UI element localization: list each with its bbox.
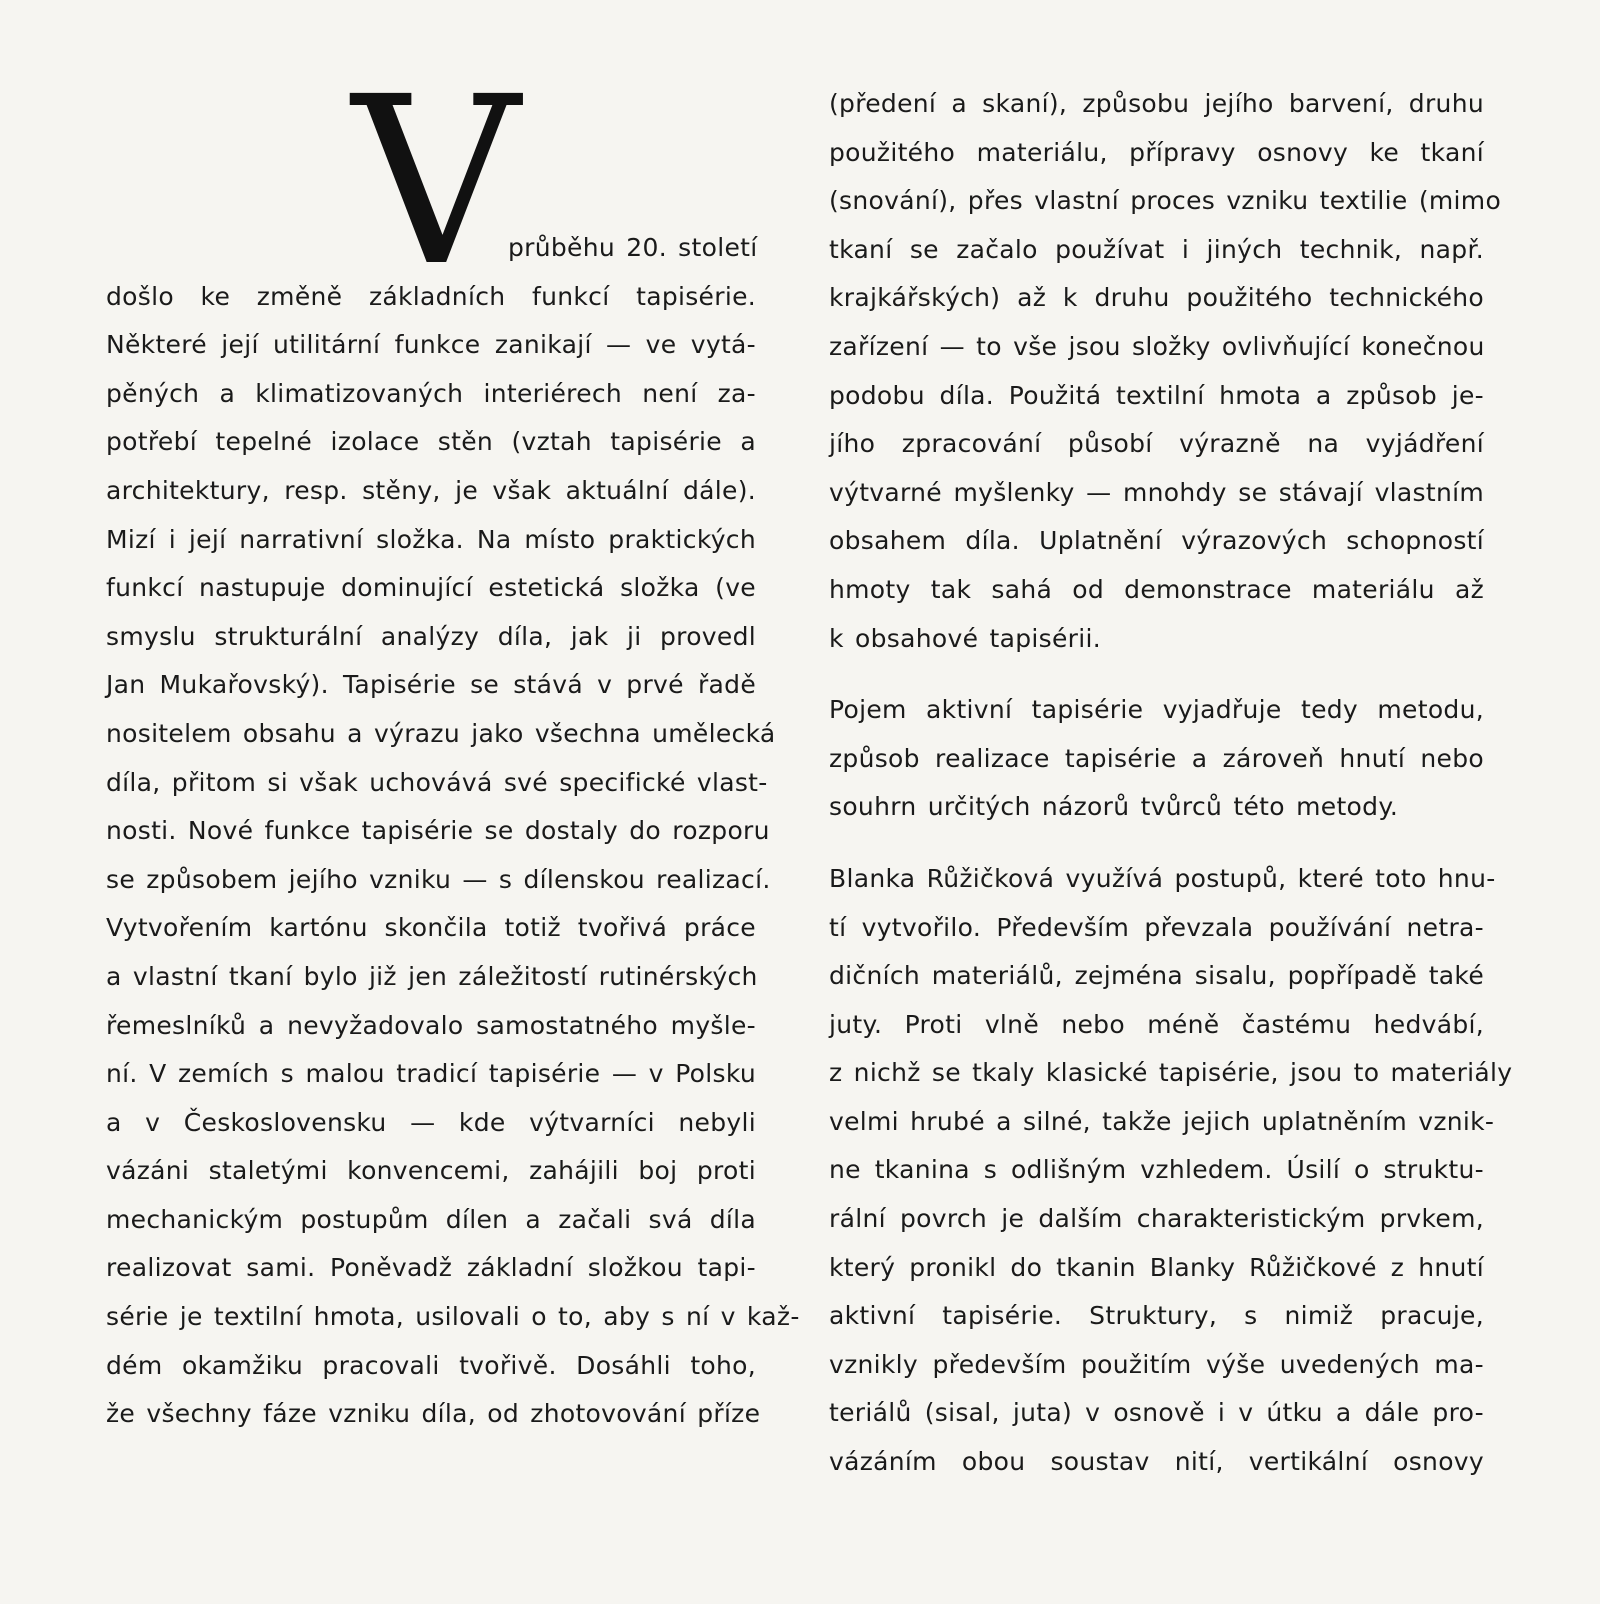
text-line: velmi hrubé a silné, takže jejich uplatněním vznik- <box>829 1106 1495 1136</box>
text-line: Vytvořením kartónu skončila totiž tvořivá práce <box>106 913 756 943</box>
text-line: souhrn určitých názorů tvůrců této metody. <box>829 792 1399 822</box>
text-line: nosti. Nové funkce tapisérie se dostaly do rozporu <box>106 816 770 846</box>
text-line: který pronikl do tkanin Blanky Růžičkové z hnutí <box>829 1252 1484 1282</box>
text-line: (předení a skaní), způsobu jejího barvení, druhu <box>829 89 1484 118</box>
text-line: že všechny fáze vzniku díla, od zhotovování příze <box>106 1399 761 1429</box>
text-line: se způsobem jejího vzniku — s dílenskou realizací. <box>106 864 771 894</box>
paragraph <box>829 686 1484 832</box>
text-line: Některé její utilitární funkce zanikají — ve vytá- <box>106 330 756 360</box>
right-column <box>829 80 1513 1487</box>
text-line: dém okamžiku pracovali tvořivě. Dosáhli toho, <box>106 1350 756 1380</box>
text-line: Blanka Růžičková využívá postupů, které toto hnu- <box>829 863 1496 893</box>
text-line: nositelem obsahu a výrazu jako všechna umělecká <box>106 718 776 748</box>
text-line: ne tkanina s odlišným vzhledem. Úsilí o struktu- <box>829 1155 1484 1185</box>
text-line: vázáním obou soustav nití, vertikální osnovy <box>829 1447 1484 1477</box>
text-line: potřebí tepelné izolace stěn (vztah tapisérie a <box>106 427 756 457</box>
text-line: Pojem aktivní tapisérie vyjadřuje tedy metodu, <box>829 695 1484 725</box>
text-line: došlo ke změně základních funkcí tapisérie. <box>106 281 756 311</box>
text-line: smyslu strukturální analýzy díla, jak ji provedl <box>106 621 756 651</box>
text-line: díla, přitom si však uchovává své specifické vlast- <box>106 767 768 797</box>
text-line: k obsahové tapisérii. <box>829 623 1101 653</box>
paragraph <box>829 855 1513 1487</box>
text-line: zařízení — to vše jsou složky ovlivňující konečnou <box>829 331 1485 361</box>
text-line: a vlastní tkaní bylo již jen záležitostí rutinérských <box>106 961 758 991</box>
text-line: funkcí nastupuje dominující estetická složka (ve <box>106 573 756 603</box>
drop-cap: V <box>352 47 520 317</box>
text-line: použitého materiálu, přípravy osnovy ke tkaní <box>829 137 1484 167</box>
text-line: série je textilní hmota, usilovali o to, aby s ní v kaž- <box>106 1302 800 1332</box>
text-line: a v Československu — kde výtvarníci nebyli <box>106 1107 756 1137</box>
text-line: vázáni staletými konvencemi, zahájili boj proti <box>106 1156 756 1186</box>
text-line: průběhu 20. století <box>508 233 758 262</box>
text-line: ní. V zemích s malou tradicí tapisérie — v Polsku <box>106 1059 756 1089</box>
text-line: architektury, resp. stěny, je však aktuální dále). <box>106 475 756 505</box>
left-column <box>106 224 800 1439</box>
text-line: výtvarné myšlenky — mnohdy se stávají vlastním <box>829 477 1484 507</box>
text-line: realizovat sami. Poněvadž základní složkou tapi- <box>106 1253 756 1283</box>
text-line: krajkářských) až k druhu použitého technického <box>829 283 1484 313</box>
paragraph-gap <box>829 663 1484 686</box>
text-line: Jan Mukařovský). Tapisérie se stává v prvé řadě <box>106 670 756 700</box>
text-line: aktivní tapisérie. Struktury, s nimiž pracuje, <box>829 1301 1484 1331</box>
text-line: obsahem díla. Uplatnění výrazových schopností <box>829 526 1484 556</box>
text-line: tkaní se začalo používat i jiných technik, např. <box>829 234 1484 264</box>
paragraph-gap <box>829 832 1484 855</box>
text-line: dičních materiálů, zejména sisalu, popřípadě také <box>829 961 1484 991</box>
text-line: pěných a klimatizovaných interiérech není za- <box>106 378 756 408</box>
text-line: juty. Proti vlně nebo méně častému hedvábí, <box>829 1009 1484 1039</box>
text-line: mechanickým postupům dílen a začali svá díla <box>106 1204 756 1234</box>
text-line: vznikly především použitím výše uvedených ma- <box>829 1349 1484 1379</box>
text-line: teriálů (sisal, juta) v osnově i v útku a dále pro- <box>829 1398 1484 1428</box>
text-line: jího zpracování působí výrazně na vyjádření <box>829 429 1484 459</box>
text-line: podobu díla. Použitá textilní hmota a způsob je- <box>829 380 1484 410</box>
text-line: tí vytvořilo. Především převzala používání netra- <box>829 912 1484 942</box>
text-line: (snování), přes vlastní proces vzniku textilie (mimo <box>829 186 1502 216</box>
text-line: Mizí i její narrativní složka. Na místo praktických <box>106 524 756 554</box>
paragraph <box>829 80 1502 663</box>
text-line: rální povrch je dalším charakteristickým prvkem, <box>829 1204 1484 1234</box>
text-line: způsob realizace tapisérie a zároveň hnutí nebo <box>829 743 1484 773</box>
text-line: hmoty tak sahá od demonstrace materiálu až <box>829 574 1484 604</box>
text-line: z nichž se tkaly klasické tapisérie, jsou to materiály <box>829 1058 1513 1088</box>
text-line: řemeslníků a nevyžadovalo samostatného myšle- <box>106 1010 756 1040</box>
